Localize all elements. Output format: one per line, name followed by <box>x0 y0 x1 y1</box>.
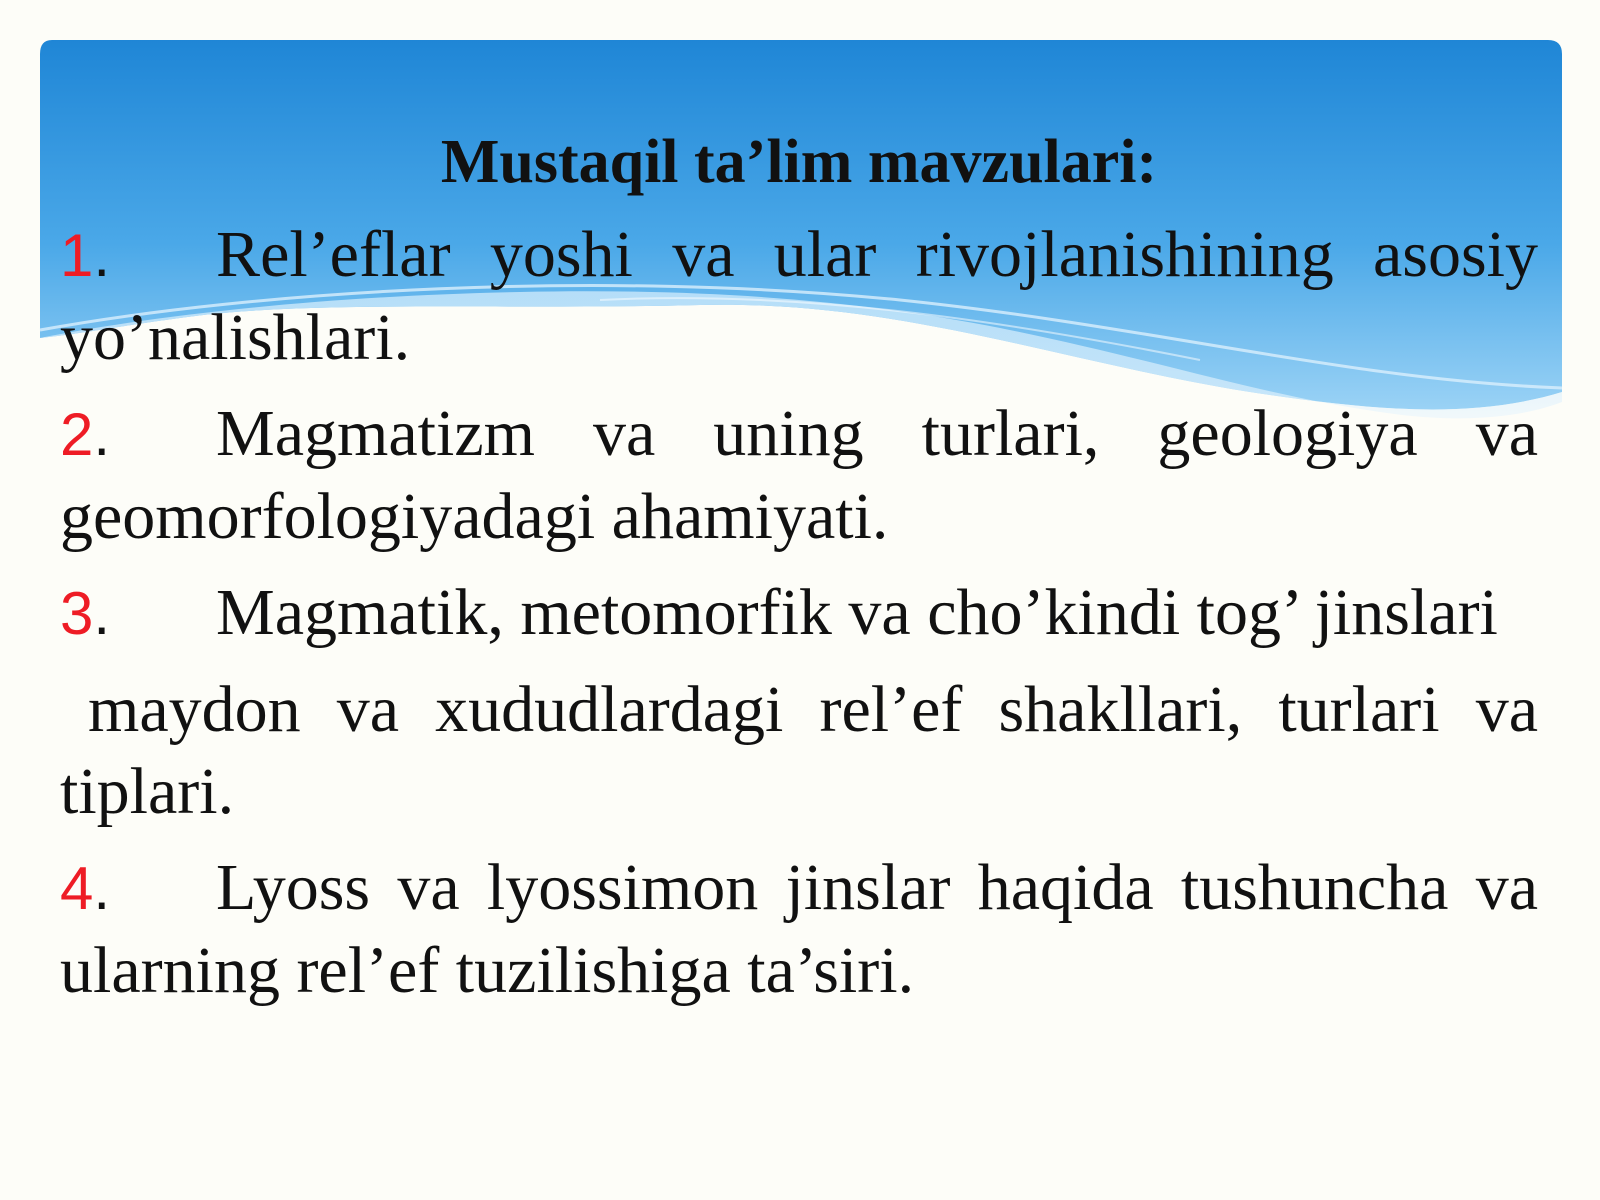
item-number-suffix: . <box>93 222 111 289</box>
slide-title: Mustaqil ta’lim mavzulari: <box>440 128 1158 196</box>
item-text: Magmatik, metomorfik va cho’kindi tog’ jinslari <box>216 576 1498 649</box>
item-number: 2 <box>60 401 94 468</box>
list-item <box>60 214 1538 379</box>
item-text: Lyoss va lyossimon jinslar haqida tushuncha va ularning rel’ef tuzilishiga ta’siri. <box>60 851 1538 1007</box>
item-number-suffix: . <box>93 401 111 468</box>
item-number-suffix: . <box>93 855 111 922</box>
item-text: Rel’eflar yoshi va ular rivojlanishining asosiy yo’nalishlari. <box>60 218 1538 374</box>
item-text: Magmatizm va uning turlari, geologiya va geomorfologiyadagi ahamiyati. <box>60 397 1538 553</box>
item-number: 3 <box>60 580 94 647</box>
item-number: 1 <box>60 222 94 289</box>
slide-content <box>60 120 1538 1026</box>
item-text: maydon va xududlardagi rel’ef shakllari, turlari va tiplari. <box>60 673 1538 828</box>
list-item-continuation <box>60 669 1538 833</box>
list-item <box>60 393 1538 558</box>
list-item <box>60 572 1538 655</box>
item-number-suffix: . <box>93 580 111 647</box>
list-item <box>60 847 1538 1012</box>
item-number: 4 <box>60 855 94 922</box>
